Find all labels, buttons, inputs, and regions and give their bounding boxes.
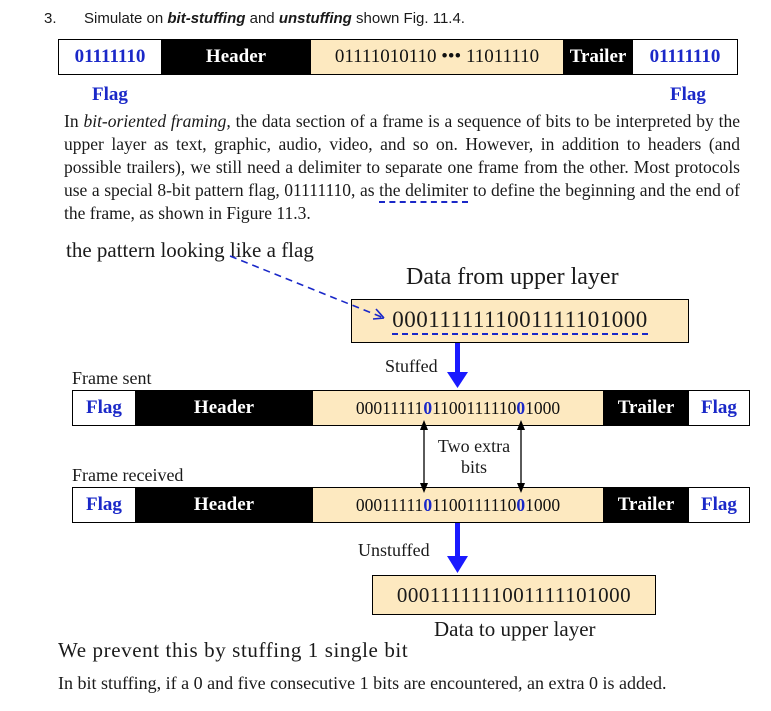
sent-header: Header <box>135 391 313 425</box>
recv-flag-left: Flag <box>73 488 135 522</box>
question-prefix: Simulate on <box>84 10 168 27</box>
header-field: Header <box>161 40 311 74</box>
two-extra-bits-line1: Two extra <box>437 436 511 456</box>
term-bit-stuffing: bit-stuffing <box>167 10 246 27</box>
unstuffed-arrow-shaft <box>455 523 460 557</box>
extra-bit-arrow-1-down <box>420 483 428 493</box>
data-field: 01111010110 ••• 11011110 <box>311 40 563 74</box>
upper-layer-title: Data from upper layer <box>406 264 619 290</box>
recv-data-part-c: 1000 <box>525 494 561 515</box>
prevent-statement: We prevent this by stuffing 1 single bit <box>58 638 409 662</box>
two-extra-bits-line2: bits <box>460 457 487 477</box>
sent-data-part-c: 1000 <box>525 397 561 418</box>
stuffed-label: Stuffed <box>385 356 438 376</box>
trailer-field: Trailer <box>563 40 633 74</box>
sent-flag-right: Flag <box>689 391 749 425</box>
recv-data-part-a: 00011111 <box>355 494 424 515</box>
flag-field-left: 01111110 <box>59 40 161 74</box>
stuffed-arrow-shaft <box>455 343 460 373</box>
pattern-pointer-head <box>373 309 384 319</box>
flag-field-right: 01111110 <box>633 40 737 74</box>
sent-flag-left: Flag <box>73 391 135 425</box>
para-part-3: to define the beginning and the end of the frame, as shown in Figure 11.3. <box>64 180 740 223</box>
recv-data-part-b: 1100111110 <box>432 494 517 515</box>
recv-flag-right: Flag <box>689 488 749 522</box>
frame-received-label: Frame received <box>72 465 184 485</box>
recv-header: Header <box>135 488 313 522</box>
lower-layer-title: Data to upper layer <box>434 617 596 641</box>
upper-layer-data: 0001111111001111101000 <box>392 307 647 335</box>
sent-stuffed-bit-1: 0 <box>423 397 433 418</box>
para-underlined-delimiter: the delimiter <box>379 180 468 203</box>
extra-bit-arrow-2-up <box>517 420 525 430</box>
recv-stuffed-bit-1: 0 <box>423 494 433 515</box>
unstuffed-label: Unstuffed <box>358 540 430 560</box>
recv-trailer: Trailer <box>603 488 689 522</box>
pattern-annotation: the pattern looking like a flag <box>66 238 314 262</box>
pattern-pointer-line <box>230 256 384 318</box>
sent-data-part-a: 00011111 <box>355 397 424 418</box>
sent-stuffed-bit-2: 0 <box>516 397 526 418</box>
term-unstuffing: unstuffing <box>278 10 352 27</box>
question-number: 3. <box>44 10 57 27</box>
flag-label-right: Flag <box>670 84 706 105</box>
unstuffed-arrow-head <box>447 556 468 573</box>
sent-data-part-b: 1100111110 <box>432 397 517 418</box>
question-suffix: shown Fig. 11.4. <box>351 10 465 27</box>
recv-stuffed-bit-2: 0 <box>516 494 526 515</box>
sent-trailer: Trailer <box>603 391 689 425</box>
extra-bit-arrow-2-down <box>517 483 525 493</box>
flag-label-left: Flag <box>92 84 128 105</box>
bit-stuffing-rule: In bit stuffing, if a 0 and five consecutive 1 bits are encountered, an extra 0 is added. <box>58 673 667 693</box>
para-italic-term: bit-oriented framing, <box>83 111 231 131</box>
para-part-2: the data section of a frame is a sequence of bits to be interpreted by the upper layer as text, graphic, audio, video, and so on. However, in addition to headers (and possible trailers), we still need a delimiter to separate one frame from the other. Most protocols use a special 8-bit pattern flag, 01111110, as <box>64 111 741 200</box>
frame-sent-label: Frame sent <box>72 368 152 388</box>
stuffed-arrow-head <box>447 372 468 388</box>
para-part-1: In <box>64 111 84 131</box>
question-connector: and <box>245 10 279 27</box>
lower-layer-data: 0001111111001111101000 <box>396 582 632 607</box>
extra-bit-arrow-1-up <box>420 420 428 430</box>
